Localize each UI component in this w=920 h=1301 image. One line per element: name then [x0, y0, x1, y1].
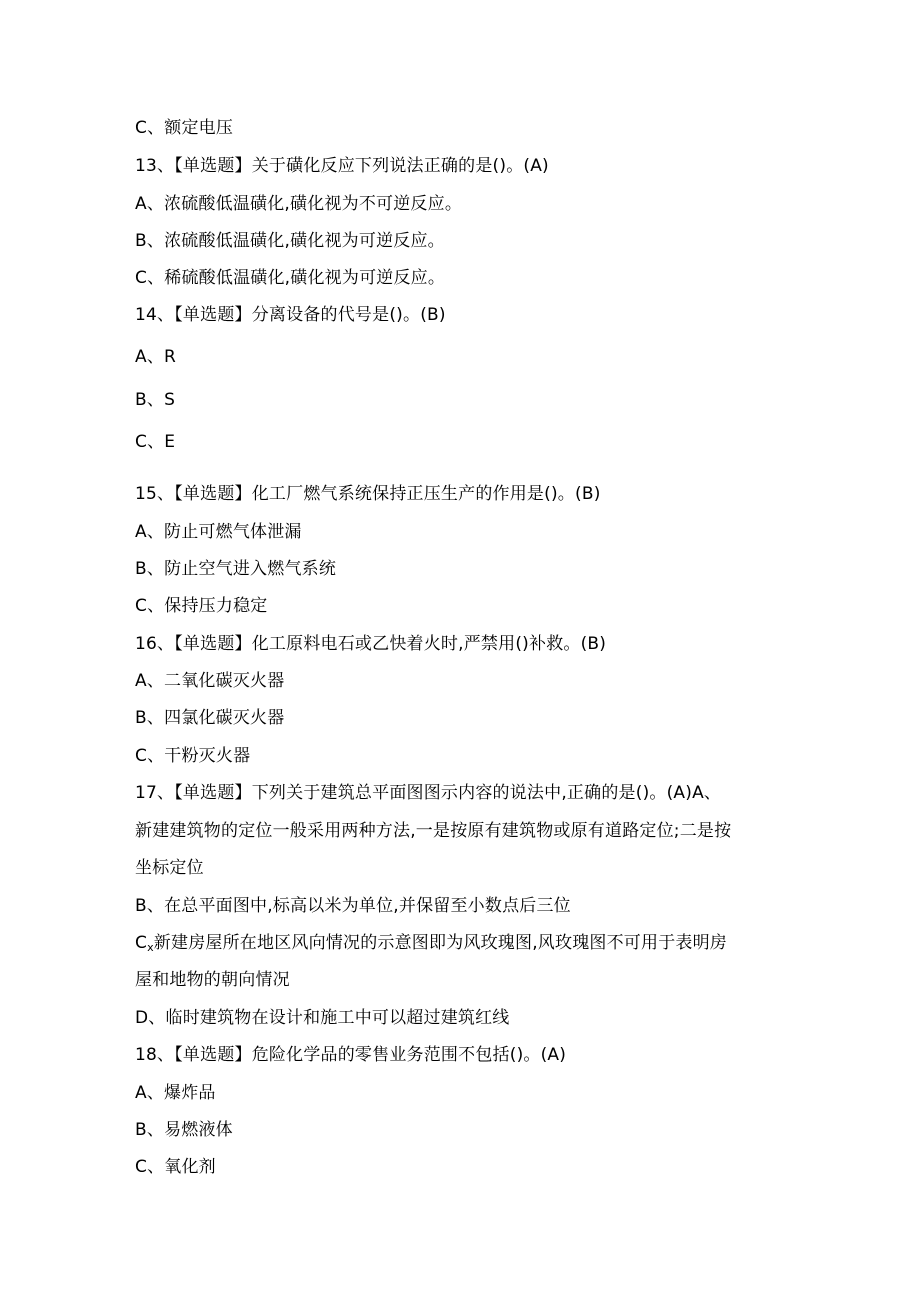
question-17: 17、【单选题】下列关于建筑总平面图图示内容的说法中,正确的是()。(A)A、 [135, 783, 722, 803]
option-b-13: B、浓硫酸低温磺化,磺化视为可逆反应。 [135, 231, 445, 251]
question-13: 13、【单选题】关于磺化反应下列说法正确的是()。(A) [135, 156, 549, 176]
option-c-17-line-1 [135, 932, 795, 959]
option-c-17-subscript: x [147, 941, 154, 954]
question-16: 16、【单选题】化工原料电石或乙快着火时,严禁用()补救。(B) [135, 634, 607, 654]
option-b-16: B、四氯化碳灭火器 [135, 708, 285, 728]
option-a-16: A、二氧化碳灭火器 [135, 671, 285, 691]
question-15: 15、【单选题】化工厂燃气系统保持正压生产的作用是()。(B) [135, 484, 601, 504]
option-a-17-line-2: 坐标定位 [135, 858, 204, 878]
option-c-16: C、干粉灭火器 [135, 746, 251, 766]
option-d-17: D、临时建筑物在设计和施工中可以超过建筑红线 [135, 1008, 510, 1028]
question-18: 18、【单选题】危险化学品的零售业务范围不包括()。(A) [135, 1045, 567, 1065]
question-14: 14、【单选题】分离设备的代号是()。(B) [135, 305, 446, 325]
option-c-12: C、额定电压 [135, 118, 234, 138]
option-c-14: C、E [135, 432, 176, 452]
option-c-17-text: 新建房屋所在地区风向情况的示意图即为风玫瑰图,风玫瑰图不可用于表明房 [153, 933, 727, 953]
option-b-15: B、防止空气进入燃气系统 [135, 559, 337, 579]
option-a-14: A、R [135, 347, 177, 367]
option-c-13: C、稀硫酸低温磺化,磺化视为可逆反应。 [135, 268, 446, 288]
option-c-18: C、氧化剂 [135, 1157, 216, 1177]
option-a-18: A、爆炸品 [135, 1083, 216, 1103]
option-a-17-line-1: 新建建筑物的定位一般采用两种方法,一是按原有建筑物或原有道路定位;二是按 [135, 821, 732, 841]
option-a-15: A、防止可燃气体泄漏 [135, 522, 302, 542]
option-c-15: C、保持压力稳定 [135, 596, 268, 616]
option-a-13: A、浓硫酸低温磺化,磺化视为不可逆反应。 [135, 194, 463, 214]
option-b-18: B、易燃液体 [135, 1120, 233, 1140]
option-b-17: B、在总平面图中,标高以米为单位,并保留至小数点后三位 [135, 896, 571, 916]
option-b-14: B、S [135, 390, 176, 410]
option-c-17-line-2: 屋和地物的朝向情况 [135, 970, 290, 990]
option-c-17-prefix: C [135, 933, 148, 953]
